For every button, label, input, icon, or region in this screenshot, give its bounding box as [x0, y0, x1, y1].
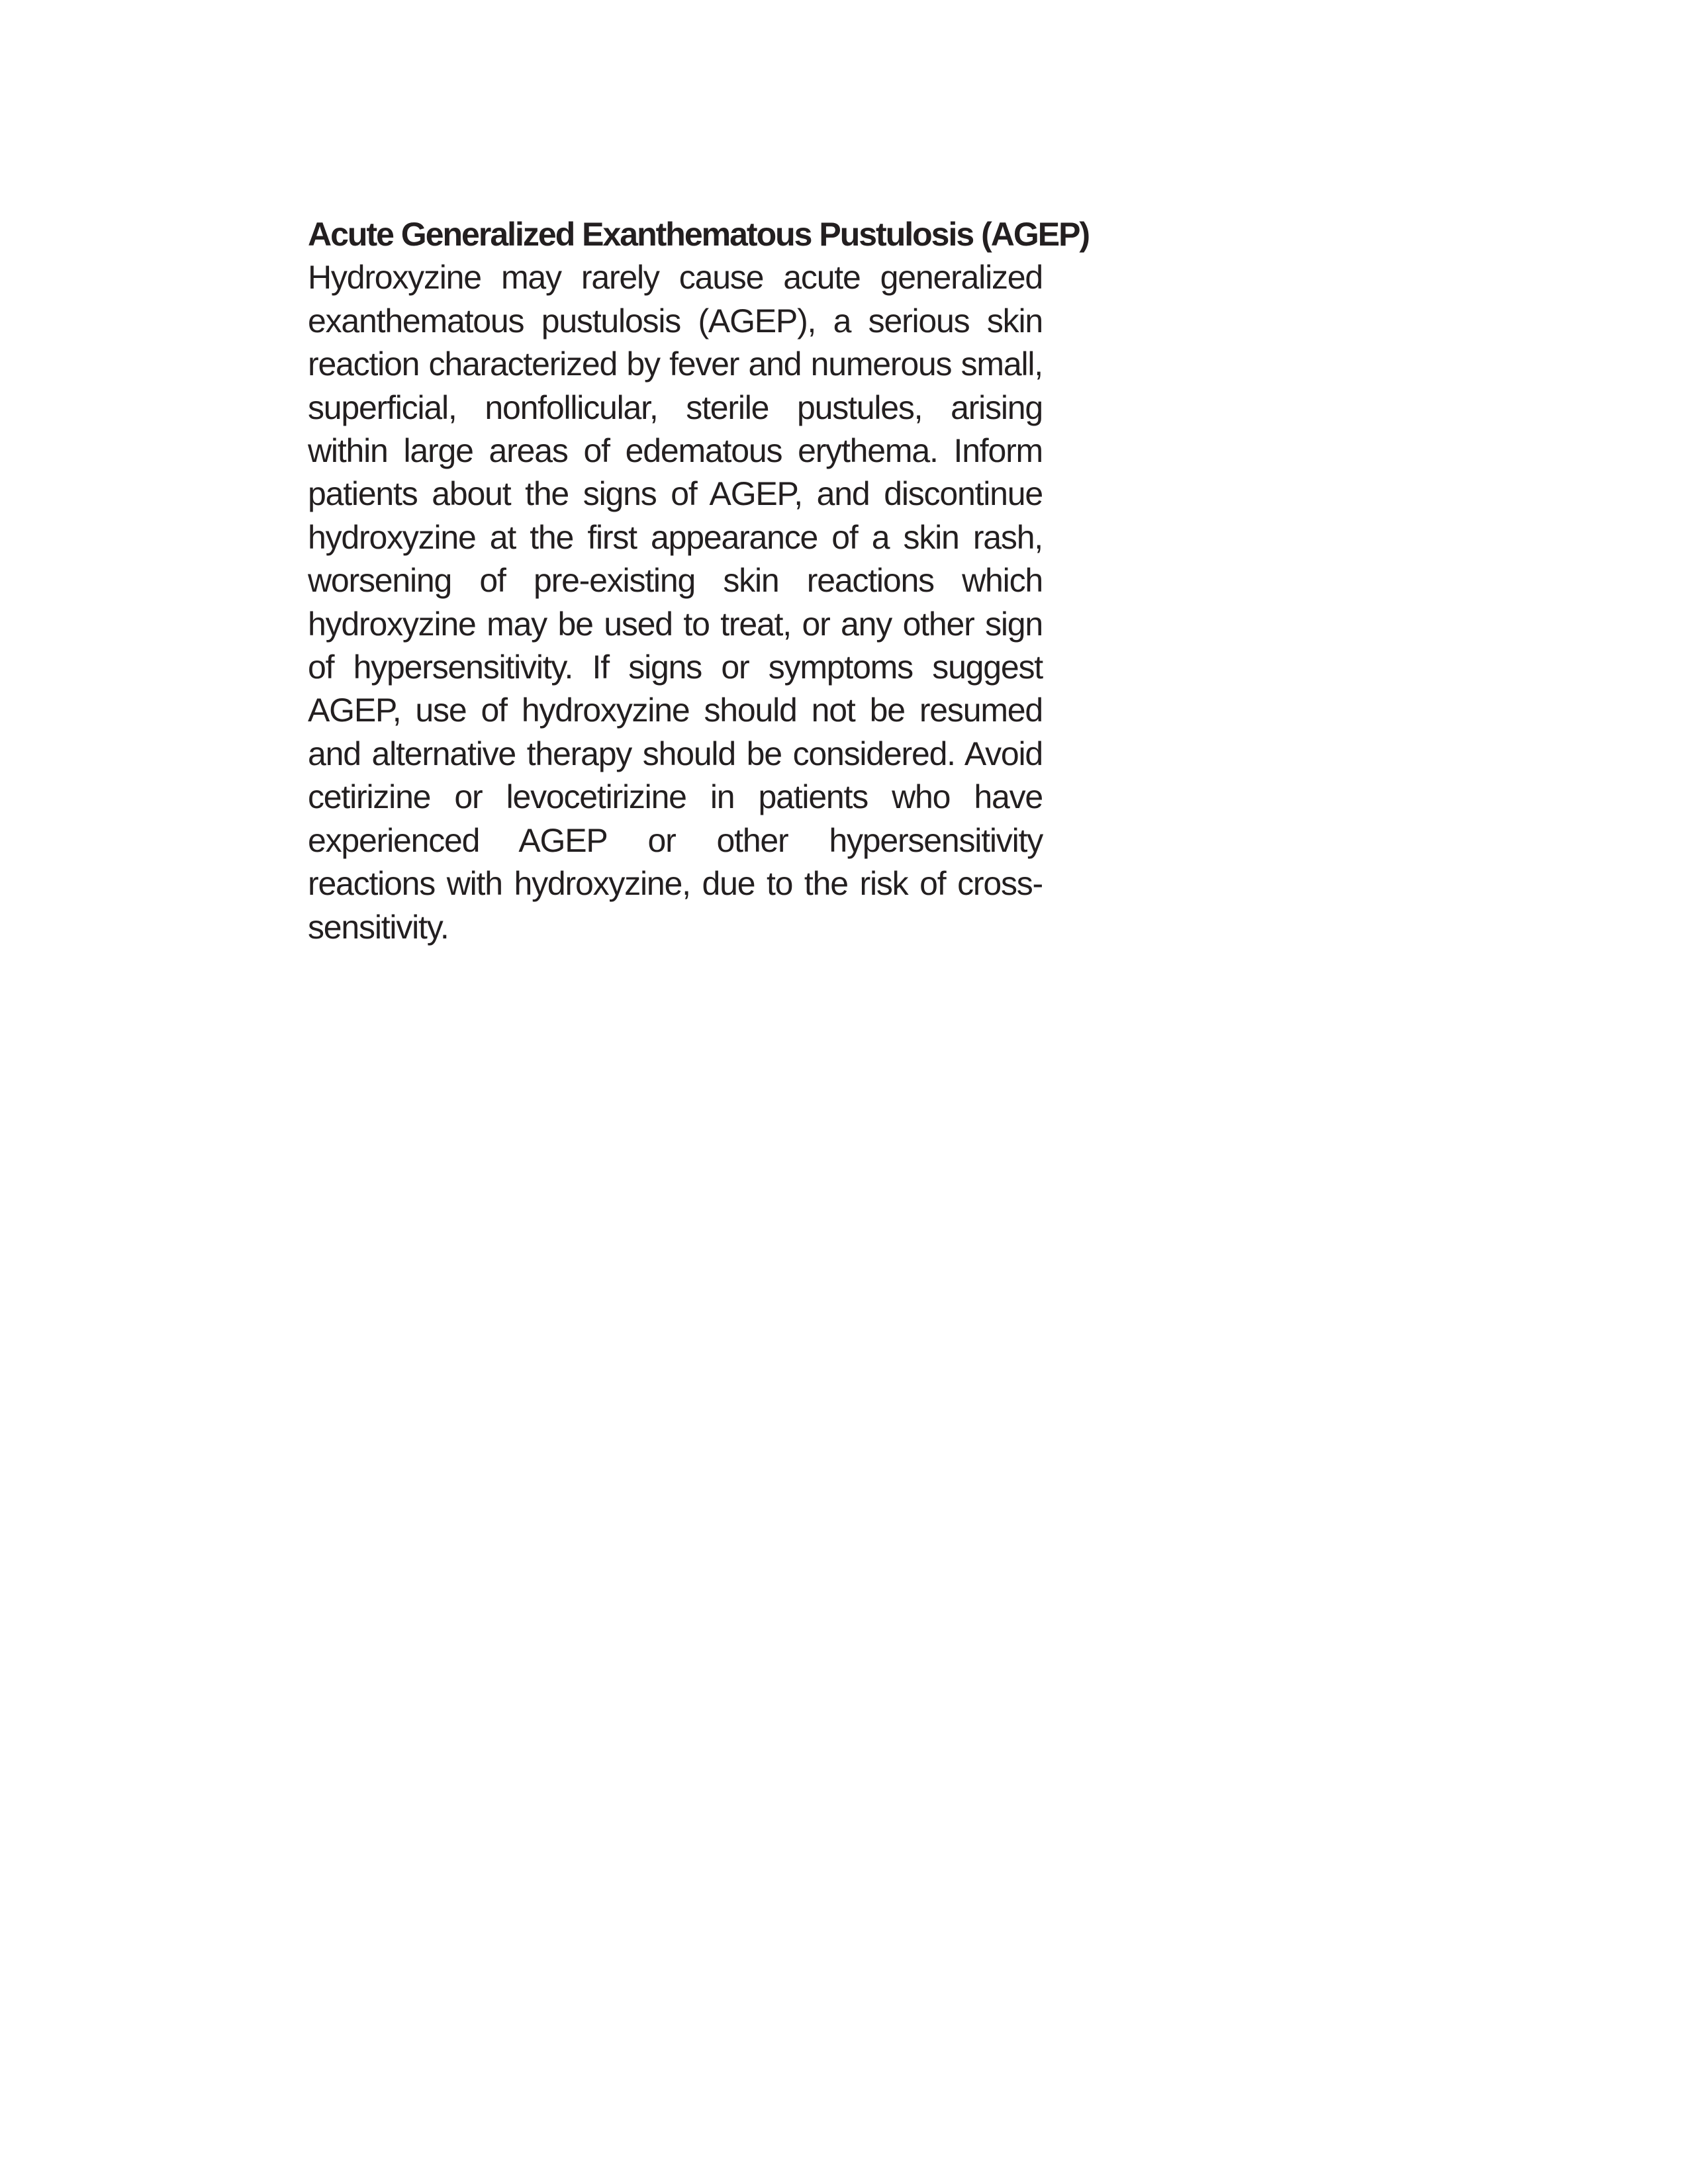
- agep-section: [308, 213, 1090, 949]
- section-body-paragraph: Hydroxyzine may rarely cause acute generalized exanthematous pustulosis (AGEP), a serious skin reaction characterized by fever and numerous small, superficial, nonfollicular, sterile pustules, arising within large areas of edematous erythema. Inform patients about the signs of AGEP, and discontinue hydroxyzine at the first appearance of a skin rash, worsening of pre-existing skin reactions which hydroxyzine may be used to treat, or any other sign of hypersensitivity. If signs or symptoms suggest AGEP, use of hydroxyzine should not be resumed and alternative therapy should be considered. Avoid cetirizine or levocetirizine in patients who have experienced AGEP or other hypersensitivity reactions with hydroxyzine, due to the risk of cross-sensitivity.: [308, 259, 1043, 946]
- section-heading: Acute Generalized Exanthematous Pustulosis (AGEP): [308, 216, 1090, 253]
